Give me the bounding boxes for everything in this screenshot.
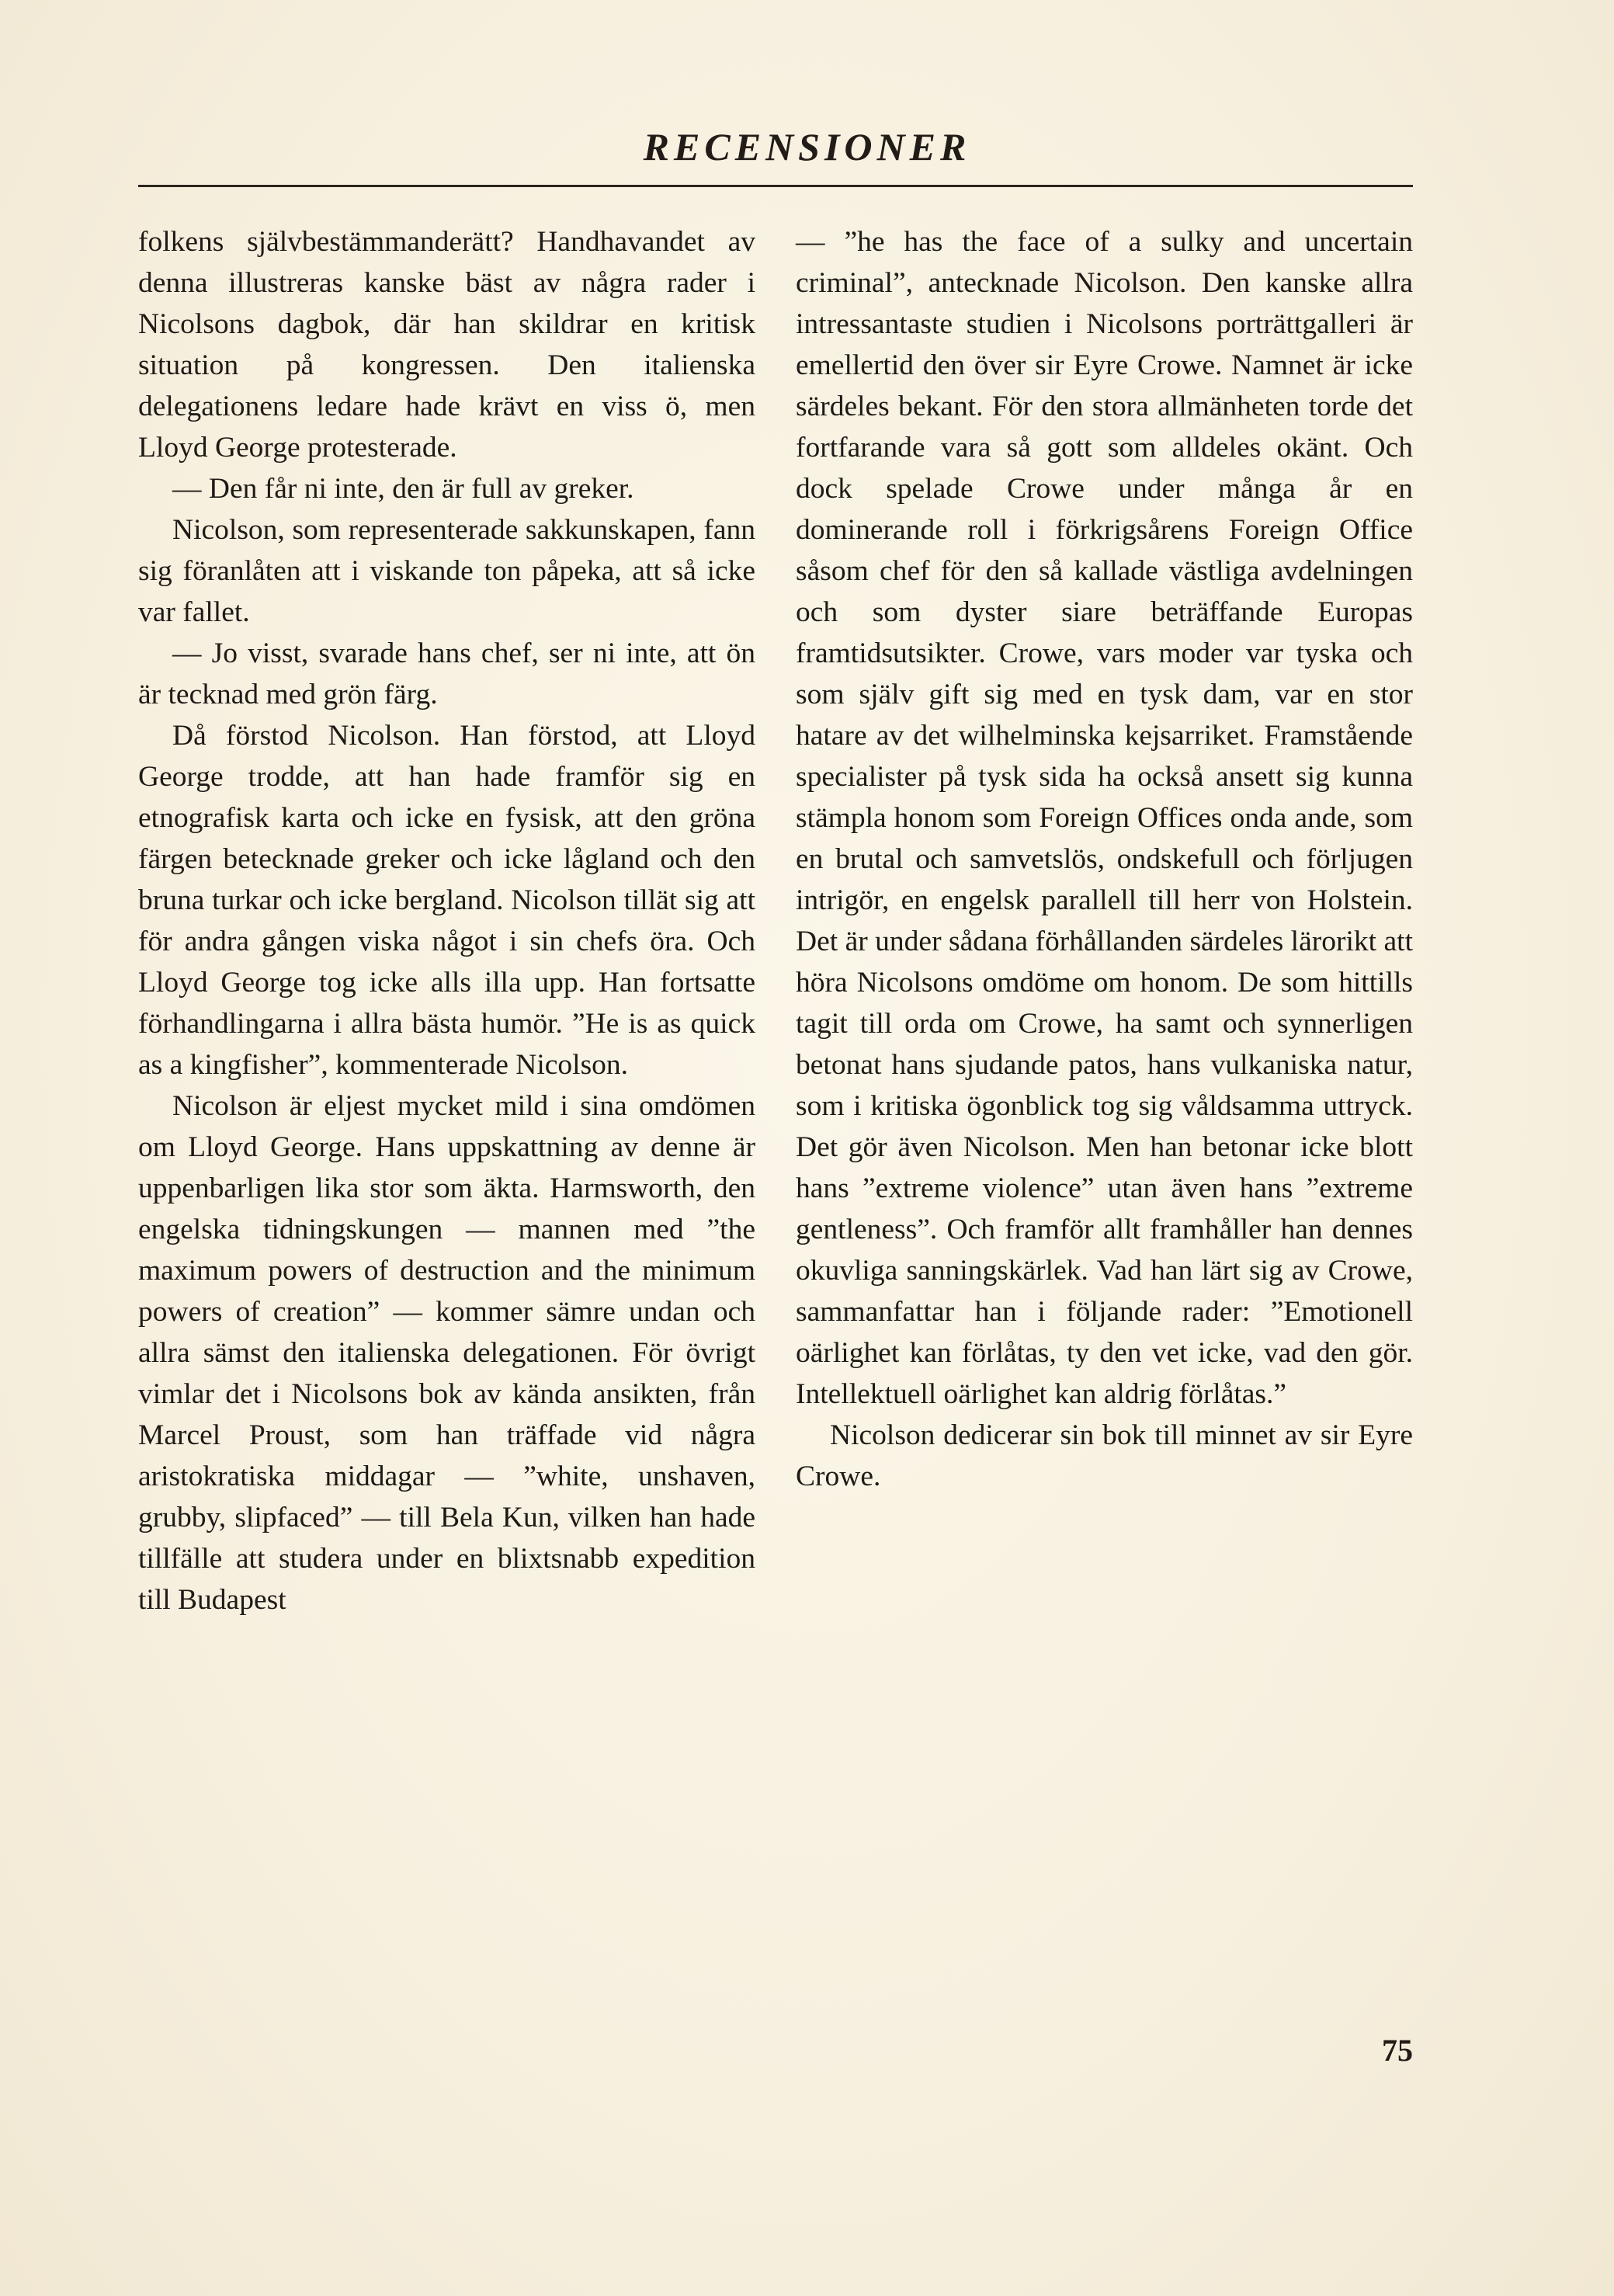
right-column xyxy=(796,221,1413,1497)
paragraph: Nicolson är eljest mycket mild i sina omdömen om Lloyd George. Hans uppskattning av denne är uppenbarligen lika stor som äkta. Harmsworth, den engelska tidningskungen — mannen med ”the maximum powers of destruction and the minimum powers of creation” — kommer sämre undan och allra sämst den italienska delegationen. För övrigt vimlar det i Nicolsons bok av kända ansikten, från Marcel Proust, som han träffade vid några aristokratiska middagar — ”white, unshaven, grubby, slipfaced” — till Bela Kun, vilken han hade tillfälle att studera under en blixtsnabb expedition till Budapest xyxy=(138,1090,755,1616)
paragraph: folkens självbestämmanderätt? Handhavandet av denna illustreras kanske bäst av några rader i Nicolsons dagbok, där han skildrar en kritisk situation på kongressen. Den italienska delegationens ledare hade krävt en viss ö, men Lloyd George protesterade. xyxy=(138,226,755,464)
paragraph: — ”he has the face of a sulky and uncertain criminal”, antecknade Nicolson. Den kanske allra intressantaste studien i Nicolsons porträttgalleri är emellertid den över sir Eyre Crowe. Namnet är icke särdeles bekant. För den stora allmänheten torde det fortfarande vara så gott som alldeles okänt. Och dock spelade Crowe under många år en dominerande roll i förkrigsårens Foreign Office såsom chef för den så kallade västliga avdelningen och som dyster siare beträffande Europas framtidsutsikter. Crowe, vars moder var tyska och som själv gift sig med en tysk dam, var en stor hatare av det wilhelminska kejsarriket. Framstående specialister på tysk sida ha också ansett sig kunna stämpla honom som Foreign Offices onda ande, som en brutal och samvetslös, ondskefull och förljugen intrigör, en engelsk parallell till herr von Holstein. Det är under sådana förhållanden särdeles lärorikt att höra Nicolsons omdöme om honom. De som hittills tagit till orda om Crowe, ha samt och synnerligen betonat hans sjudande patos, hans vulkaniska natur, som i kritiska ögonblick tog sig våldsamma uttryck. Det gör även Nicolson. Men han betonar icke blott hans ”extreme violence” utan även hans ”extreme gentleness”. Och framför allt framhåller han dennes okuvliga sanningskärlek. Vad han lärt sig av Crowe, sammanfattar han i följande rader: ”Emotionell oärlighet kan förlåtas, ty den vet icke, vad den gör. Intellektuell oärlighet kan aldrig förlåtas.” xyxy=(796,226,1413,1410)
paragraph: Nicolson dedicerar sin bok till minnet av sir Eyre Crowe. xyxy=(796,1419,1413,1492)
paragraph: — Den får ni inte, den är full av greker. xyxy=(172,473,634,505)
header-rule xyxy=(138,185,1413,187)
page-number: 75 xyxy=(1382,2033,1413,2068)
paragraph: Då förstod Nicolson. Han förstod, att Lloyd George trodde, att han hade framför sig en etnografisk karta och icke en fysisk, att den gröna färgen betecknade greker och icke lågland och den bruna turkar och icke bergland. Nicolson tillät sig att för andra gången viska något i sin chefs öra. Och Lloyd George tog icke alls illa upp. Han fortsatte förhandlingarna i allra bästa humör. ”He is as quick as a kingfisher”, kommenterade Nicolson. xyxy=(138,720,755,1081)
paragraph: Nicolson, som representerade sakkunskapen, fann sig föranlåten att i viskande ton påpeka, att så icke var fallet. xyxy=(138,514,755,628)
left-column xyxy=(138,221,755,1620)
running-head: RECENSIONER xyxy=(643,125,971,168)
paragraph: — Jo visst, svarade hans chef, ser ni inte, att ön är tecknad med grön färg. xyxy=(138,637,755,710)
